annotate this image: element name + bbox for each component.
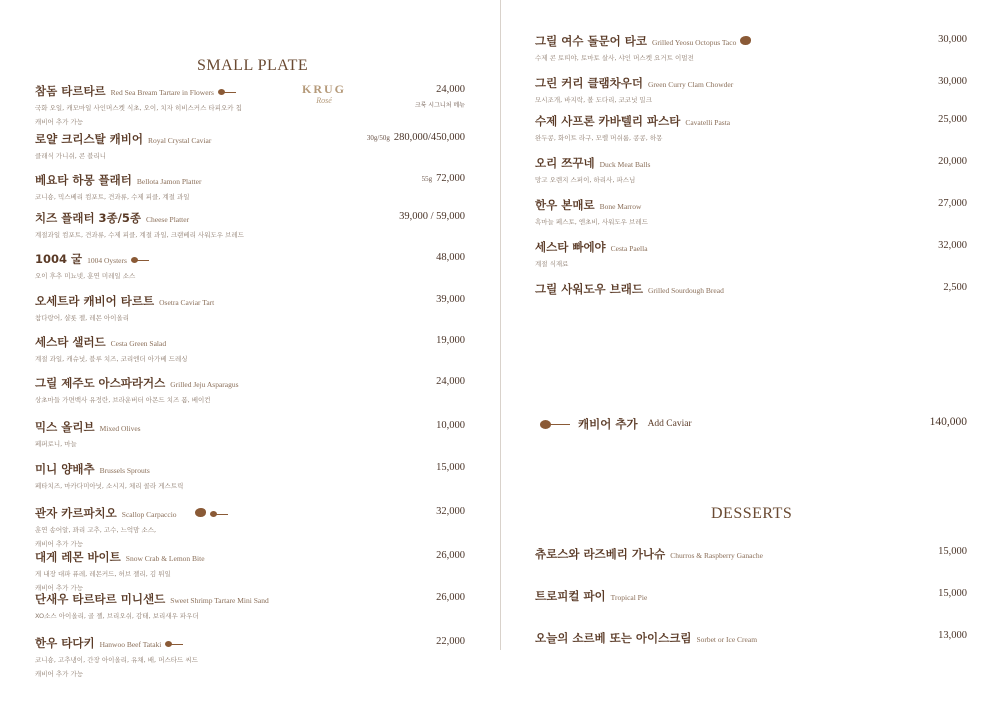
item-name-en: Grilled Jeju Asparagus — [170, 380, 239, 389]
menu-item-sourdough-bread — [535, 281, 724, 297]
menu-item-tropical-pie — [535, 588, 647, 604]
item-name-ko: 그릴 여수 돌문어 타코 — [535, 34, 647, 48]
item-name-ko: 참돔 타르타르 — [35, 84, 106, 98]
item-name-ko: 오늘의 소르베 또는 아이스크림 — [535, 631, 692, 645]
krug-leaf-icon — [740, 36, 751, 45]
item-name-ko: 그릴 제주도 아스파라거스 — [35, 376, 166, 390]
menu-item-jeju-asparagus — [35, 375, 239, 404]
item-name-ko: 오리 쯔꾸네 — [535, 156, 595, 170]
page-divider — [500, 0, 501, 650]
item-price: 39,000 / 59,000 — [399, 211, 465, 222]
menu-item-cavatelli-pasta — [535, 113, 730, 142]
item-price: 2,500 — [943, 282, 967, 293]
item-name-ko: 한우 본매로 — [535, 198, 595, 212]
item-desc: 참다랑어, 샬롯 젤, 레몬 아이올리 — [35, 314, 130, 322]
item-name-en: Green Curry Clam Chowder — [648, 80, 734, 89]
menu-item-sea-bream-tartare — [35, 83, 242, 126]
item-price: 19,000 — [436, 335, 465, 346]
caviar-spoon-icon — [131, 257, 149, 263]
item-price: 10,000 — [436, 420, 465, 431]
add-caviar-ko: 캐비어 추가 — [578, 417, 638, 431]
caviar-spoon-icon — [540, 420, 570, 429]
item-desc: 완두콩, 화이트 라구, 모렐 머쉬룸, 콩콩, 하몽 — [535, 134, 663, 142]
caviar-spoon-icon — [218, 89, 236, 95]
item-weight: 55g — [421, 175, 433, 183]
item-price: 15,000 — [938, 546, 967, 557]
item-name-ko: 단새우 타르타르 미니샌드 — [35, 592, 166, 606]
item-note: 캐비어 추가 가능 — [35, 584, 84, 592]
add-caviar-en: Add Caviar — [647, 419, 692, 429]
item-name-ko: 오세트라 캐비어 타르트 — [35, 294, 155, 308]
item-name-en: Snow Crab & Lemon Bite — [125, 554, 205, 563]
item-name-en: Red Sea Bream Tartare in Flowers — [110, 88, 214, 97]
menu-item-hanwoo-tataki — [35, 635, 198, 678]
item-price: 27,000 — [938, 198, 967, 209]
item-name-ko: 그릴 사워도우 브래드 — [535, 282, 643, 296]
item-name-en: Mixed Olives — [99, 424, 141, 433]
item-name-en: Duck Meat Balls — [599, 160, 651, 169]
item-name-ko: 관자 카르파치오 — [35, 506, 117, 520]
item-name-ko: 세스타 빠에야 — [535, 240, 606, 254]
item-desc: 상초마들 가면백사 유정란, 브라운버터 아몬드 치즈 폼, 베이컨 — [35, 396, 211, 404]
item-desc: 오이 후추 미뇨넷, 훈연 미레일 소스 — [35, 272, 136, 280]
item-desc: 페타치즈, 마카다미아넛, 소시지, 체리 콜라 게스트릭 — [35, 482, 184, 490]
item-name-en: Sweet Shrimp Tartare Mini Sand — [170, 596, 269, 605]
menu-item-bellota-jamon — [35, 172, 201, 201]
menu-item-royal-crystal-caviar — [35, 131, 211, 160]
small-plate-title: SMALL PLATE — [197, 57, 309, 74]
menu-item-cheese-platter — [35, 210, 244, 239]
item-price: 30g/50g 280,000/450,000 — [366, 132, 465, 143]
item-desc: 계절 식재료 — [535, 260, 569, 268]
item-price: 26,000 — [436, 550, 465, 561]
item-price: 39,000 — [436, 294, 465, 305]
item-name-en: Grilled Yeosu Octopus Taco — [652, 38, 737, 47]
item-name-en: Sorbet or Ice Cream — [696, 635, 758, 644]
item-weight: 30g/50g — [366, 134, 390, 142]
item-desc: 흑마늘 페스토, 엔초비, 사워도우 브레드 — [535, 218, 648, 226]
item-name-ko: 한우 타다키 — [35, 636, 95, 650]
item-desc: 수제 콘 토띠야, 토마토 살사, 샤인 머스켓 요거트 이멀전 — [535, 54, 694, 62]
menu-item-green-curry-chowder — [535, 75, 733, 104]
menu-item-churros — [535, 546, 763, 562]
item-price: 48,000 — [436, 252, 465, 263]
add-caviar-price: 140,000 — [929, 416, 967, 428]
item-desc: 계절 과일, 캐슈넛, 블루 치즈, 코리엔더 아가베 드레싱 — [35, 355, 188, 363]
item-desc: 코니숑, 믹스베리 컴포트, 견과류, 수제 피클, 계절 과일 — [35, 193, 190, 201]
menu-item-sorbet — [535, 630, 757, 646]
item-name-ko: 수제 사프론 카바텔리 파스타 — [535, 114, 681, 128]
item-name-ko: 대게 레몬 바이트 — [35, 550, 121, 564]
item-price: 13,000 — [938, 630, 967, 641]
item-desc: 국화 오일, 캐모마일 사인머스켓 식초, 오이, 치자 히비스커스 타피오카 칩 — [35, 104, 242, 112]
item-name-en: Royal Crystal Caviar — [148, 136, 212, 145]
menu-item-1004-oysters — [35, 251, 149, 280]
krug-signature-note: 크룩 시그니처 메뉴 — [414, 102, 465, 109]
item-desc: 계절과일 컴포트, 견과류, 수제 피클, 계절 과일, 크랜베리 사워도우 브레드 — [35, 231, 244, 239]
item-desc: 게 내장 대파 퓨레, 레몬커드, 허브 젤리, 김 튀일 — [35, 570, 171, 578]
item-name-en: Grilled Sourdough Bread — [648, 286, 724, 295]
krug-leaf-icon — [195, 508, 206, 517]
desserts-title: DESSERTS — [711, 505, 793, 522]
item-price: 26,000 — [436, 592, 465, 603]
item-price: 55g 72,000 — [421, 173, 465, 184]
item-price: 30,000 — [938, 34, 967, 45]
menu-item-osetra-caviar-tart — [35, 293, 214, 322]
item-name-ko: 베요타 하몽 플래터 — [35, 173, 132, 187]
item-price: 20,000 — [938, 156, 967, 167]
menu-item-sweet-shrimp-sand — [35, 591, 269, 620]
item-name-en: Cesta Paella — [610, 244, 648, 253]
menu-item-brussels-sprouts — [35, 461, 183, 490]
item-name-ko: 미니 양배추 — [35, 462, 95, 476]
item-price: 24,000 — [436, 376, 465, 387]
item-name-en: 1004 Oysters — [87, 256, 127, 265]
menu-item-bone-marrow — [535, 197, 648, 226]
item-price: 22,000 — [436, 636, 465, 647]
item-name-en: Cheese Platter — [145, 215, 190, 224]
item-name-ko: 세스타 샐러드 — [35, 335, 106, 349]
menu-item-scallop-carpaccio — [35, 505, 228, 548]
caviar-spoon-icon — [165, 641, 183, 647]
item-desc: 코니숑, 고추냉이, 간장 아이올리, 유채, 배, 머스타드 씨드 — [35, 656, 198, 664]
item-name-ko: 그린 커리 클램차우더 — [535, 76, 643, 90]
item-desc: XO소스 아이올리, 골 젤, 브리오쉬, 감태, 보리새우 파우더 — [35, 612, 199, 620]
item-name-en: Hanwoo Beef Tataki — [99, 640, 162, 649]
menu-item-snow-crab-bite — [35, 549, 205, 592]
item-name-en: Cavatelli Pasta — [685, 118, 731, 127]
item-desc: 망고 오렌지 스퍼이, 하리사, 파스님 — [535, 176, 636, 184]
item-name-en: Scallop Carpaccio — [121, 510, 177, 519]
item-name-ko: 치즈 플래터 3종/5종 — [35, 211, 141, 225]
item-name-en: Tropical Pie — [610, 593, 648, 602]
item-desc: 페퍼로니, 마늘 — [35, 440, 77, 448]
item-name-ko: 트로피컬 파이 — [535, 589, 606, 603]
item-name-en: Brussels Sprouts — [99, 466, 150, 475]
menu-item-cesta-paella — [535, 239, 648, 268]
item-price: 25,000 — [938, 114, 967, 125]
item-price: 15,000 — [436, 462, 465, 473]
item-note: 캐비어 추가 가능 — [35, 118, 84, 126]
right-page — [502, 0, 1000, 707]
item-name-en: Bone Marrow — [599, 202, 642, 211]
add-caviar-row — [536, 416, 692, 432]
item-name-en: Cesta Green Salad — [110, 339, 167, 348]
item-name-en: Bellota Jamon Platter — [136, 177, 202, 186]
item-name-ko: 믹스 올리브 — [35, 420, 95, 434]
item-desc: 클래식 가니쉬, 콘 블리니 — [35, 152, 107, 160]
menu-item-cesta-salad — [35, 334, 188, 363]
caviar-spoon-icon — [210, 511, 228, 517]
menu-item-mixed-olives — [35, 419, 141, 448]
item-price: 24,000 — [436, 84, 465, 95]
item-note: 캐비어 추가 가능 — [35, 540, 84, 548]
item-note: 캐비어 추가 가능 — [35, 670, 84, 678]
item-name-ko: 1004 굴 — [35, 252, 83, 266]
item-price: 30,000 — [938, 76, 967, 87]
menu-item-octopus-taco — [535, 33, 751, 62]
item-name-ko: 츄로스와 라즈베리 가나슈 — [535, 547, 666, 561]
item-desc: 훈연 송어알, 꽈리 고추, 고수, 느억맘 소스, — [35, 526, 157, 534]
item-price: 32,000 — [938, 240, 967, 251]
krug-logo: KRUG Rosé — [302, 82, 346, 105]
item-price: 32,000 — [436, 506, 465, 517]
item-name-ko: 로얄 크리스탈 캐비어 — [35, 132, 143, 146]
item-name-en: Churros & Raspberry Ganache — [670, 551, 763, 560]
item-desc: 모시조개, 바지락, 볼 도다리, 코코넛 밀크 — [535, 96, 652, 104]
menu-item-duck-meat-balls — [535, 155, 650, 184]
item-name-en: Osetra Caviar Tart — [159, 298, 215, 307]
item-price: 15,000 — [938, 588, 967, 599]
